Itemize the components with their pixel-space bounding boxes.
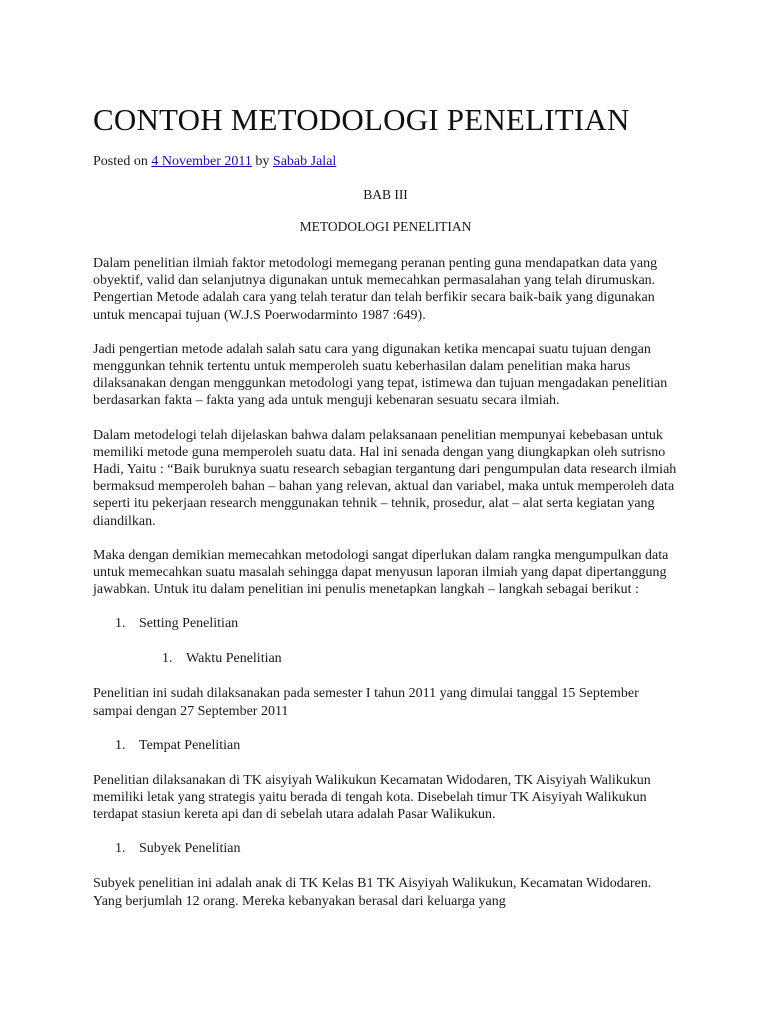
list-label: Subyek Penelitian [139,841,241,857]
list-label: Setting Penelitian [139,616,239,632]
paragraph-6: Penelitian dilaksanakan di TK aisyiyah Walikukun Kecamatan Widodaren, TK Aisyiyah Walikukun memiliki letak yang strategis yaitu berada di tengah kota. Disebelah timur TK Aisyiyah Walikukun terdapat stasiun kereta api dan di sebelah utara adalah Pasar Walikukun. [93,772,651,823]
document-page [93,100,678,910]
paragraph-1: Dalam penelitian ilmiah faktor metodologi memegang peranan penting guna mendapatkan data yang obyektif, valid dan selanjutnya digunakan untuk memecahkan permasalahan yang telah dirumuskan. Pengertian Metode adalah cara yang telah teratur dan telah berfikir secara baik-baik yang digunakan untuk mencapai tujuan (W.J.S Poerwodarminto 1987 :649). [93,256,658,323]
paragraph-7: Subyek penelitian ini adalah anak di TK Kelas B1 TK Aisyiyah Walikukun, Kecamatan Widodaren. Yang berjumlah 12 orang. Mereka kebanyakan berasal dari keluarga yang [93,876,652,909]
paragraph-3: Dalam metodelogi telah dijelaskan bahwa dalam pelaksanaan penelitian mempunyai kebebasan untuk memiliki metode guna memperoleh suatu data. Hal ini senada dengan yang diungkapkan oleh sutrisno Hadi, Yaitu : “Baik buruknya suatu research sebagian tergantung dari pengumpulan data research ilmiah bermaksud memperoleh bahan – bahan yang relevan, aktual dan variabel, maka untuk memperoleh data seperti itu pekerjaan research menggunakan tehnik – tehnik, prosedur, alat – alat serta kegiatan yang diandilkan. [93,427,677,529]
paragraph-2: Jadi pengertian metode adalah salah satu cara yang digunakan ketika mencapai suatu tujuan dengan menggunkan tehnik tertentu untuk memperoleh suatu keberhasilan dalam penelitian maka harus dilaksanakan dengan menggunkan metodologi yang tepat, istimewa dan tujuan mengadakan penelitian berdasarkan fakta – fakta yang ada untuk menguji kebenaran sesuatu secara ilmiah. [93,341,668,409]
post-title: CONTOH METODOLOGI PENELITIAN [93,102,630,137]
post-meta [93,153,678,171]
paragraph-5: Penelitian ini sudah dilaksanakan pada semester I tahun 2011 yang dimulai tanggal 15 September sampai dengan 27 September 2011 [93,686,639,719]
list-number: 1. [115,737,126,753]
list-number: 1. [115,616,126,632]
list-item-waktu [162,650,678,668]
author-link[interactable]: Sabab Jalal [272,154,337,169]
posted-prefix: Posted on [93,154,148,169]
list-label: Waktu Penelitian [186,651,282,667]
list-number: 1. [162,651,173,667]
post-date-link[interactable]: 4 November 2011 [151,154,252,169]
list-label: Tempat Penelitian [139,737,241,753]
list-number: 1. [115,841,126,857]
chapter-label: BAB III [363,187,408,202]
paragraph-4: Maka dengan demikian memecahkan metodologi sangat diperlukan dalam rangka mengumpulkan data untuk memecahkan suatu masalah sehingga dapat menyusun laporan ilmiah yang dapat dipertanggung jawabkan. Untuk itu dalam penelitian ini penulis menetapkan langkah – langkah sebagai berikut : [93,547,669,598]
list-item-tempat [115,737,678,755]
list-item-subyek [115,840,678,858]
by-text: by [255,154,270,169]
list-item-setting [115,615,678,633]
chapter-title: METODOLOGI PENELITIAN [299,219,472,234]
